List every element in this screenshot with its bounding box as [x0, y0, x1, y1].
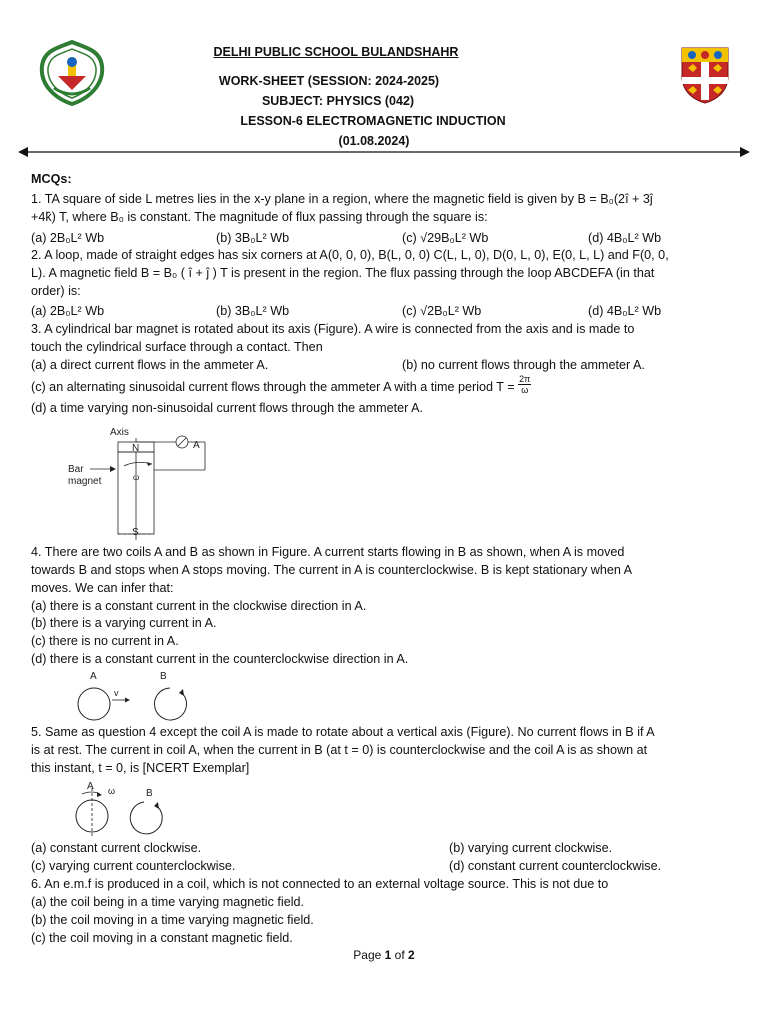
q5-option-b: (b) varying current clockwise. — [449, 841, 613, 855]
q5-option-c: (c) varying current counterclockwise. — [31, 859, 236, 873]
subject-title: SUBJECT: PHYSICS (042) — [261, 94, 415, 108]
fig3-north-label: N — [132, 443, 140, 454]
q4-line1: 4. There are two coils A and B as shown in Figure. A current starts flowing in B as shown, when A is moved — [31, 545, 625, 559]
fig5-b-label: B — [146, 788, 153, 799]
q4-option-d: (d) there is a constant current in the counterclockwise direction in A. — [31, 652, 409, 666]
footer-of-word: of — [394, 948, 405, 962]
q2-option-a: (a) 2B₀L² Wb — [31, 304, 105, 318]
q5-line2: is at rest. The current in coil A, when the current in B (at t = 0) is counterclockwise and the coil A is as shown at — [31, 743, 648, 757]
fig3-bar-label: Bar — [68, 464, 84, 475]
section-title: MCQs: — [31, 172, 72, 186]
date: (01.08.2024) — [338, 134, 410, 148]
q3-bar-magnet-figure — [60, 422, 220, 542]
q3-line1: 3. A cylindrical bar magnet is rotated about its axis (Figure). A wire is connected from the axis and is made to — [31, 322, 635, 336]
q3-option-a: (a) a direct current flows in the ammeter A. — [31, 358, 269, 372]
q1-line2: +4k̂) T, where B₀ is constant. The magnitude of flux passing through the square is: — [31, 210, 488, 224]
footer-total-pages: 2 — [408, 948, 415, 962]
q1-line1: 1. TA square of side L metres lies in the x-y plane in a region, where the magnetic field is given by B = B₀(2î + 3ĵ — [31, 192, 653, 206]
lesson-title: LESSON-6 ELECTROMAGNETIC INDUCTION — [240, 114, 506, 128]
q4-option-c: (c) there is no current in A. — [31, 634, 179, 648]
q1-option-b: (b) 3B₀L² Wb — [216, 231, 290, 245]
q2-line1: 2. A loop, made of straight edges has six corners at A(0, 0, 0), B(L, 0, 0) C(L, L, 0), D(0, L, 0), E(0, L, L) and F(0, 0, — [31, 248, 669, 262]
q4-line3: moves. We can infer that: — [31, 581, 174, 595]
q3-option-b: (b) no current flows through the ammeter A. — [402, 358, 645, 372]
fig4-v-label: v — [114, 688, 119, 698]
q2-option-d: (d) 4B₀L² Wb — [588, 304, 662, 318]
fig3-omega-label: ω — [133, 473, 140, 482]
q3-fraction-num: 2π — [519, 374, 531, 384]
fig3-ammeter-label: A — [193, 440, 200, 451]
q5-option-d: (d) constant current counterclockwise. — [449, 859, 662, 873]
page-footer — [0, 948, 768, 962]
fig3-magnet-label: magnet — [68, 476, 102, 487]
footer-current-page: 1 — [384, 948, 392, 962]
q3-option-d: (d) a time varying non-sinusoidal current flows through the ammeter A. — [31, 401, 423, 415]
q4-line2: towards B and stops when A stops moving. The current in A is counterclockwise. B is kept stationary when A — [31, 563, 633, 577]
q6-line1: 6. An e.m.f is produced in a coil, which is not connected to an external voltage source. This is not due to — [31, 877, 609, 891]
q3-fraction — [518, 374, 531, 395]
q2-option-c: (c) √2B₀L² Wb — [402, 304, 482, 318]
fig4-a-label: A — [90, 671, 97, 682]
fig5-omega-label: ω — [108, 786, 116, 796]
fig4-b-label: B — [160, 671, 167, 682]
q6-option-a: (a) the coil being in a time varying magnetic field. — [31, 895, 304, 909]
q6-option-b: (b) the coil moving in a time varying magnetic field. — [31, 913, 314, 927]
worksheet-title: WORK-SHEET (SESSION: 2024-2025) — [218, 74, 440, 88]
q5-line1: 5. Same as question 4 except the coil A is made to rotate about a vertical axis (Figure). No current flows in B if A — [31, 725, 655, 739]
q4-coils-figure — [66, 668, 196, 724]
q4-option-a: (a) there is a constant current in the clockwise direction in A. — [31, 599, 367, 613]
q1-option-a: (a) 2B₀L² Wb — [31, 231, 105, 245]
q3-line2: touch the cylindrical surface through a contact. Then — [31, 340, 323, 354]
header-divider — [18, 146, 750, 158]
q3-option-c — [31, 374, 531, 398]
q2-option-b: (b) 3B₀L² Wb — [216, 304, 290, 318]
fig5-a-label: A — [87, 781, 94, 792]
q5-line3: this instant, t = 0, is [NCERT Exemplar] — [31, 761, 250, 775]
q3-option-c-text: (c) an alternating sinusoidal current flows through the ammeter A with a time period T = — [31, 379, 519, 394]
fig3-south-label: S — [132, 527, 139, 538]
q5-option-a: (a) constant current clockwise. — [31, 841, 202, 855]
q1-option-d: (d) 4B₀L² Wb — [588, 231, 662, 245]
q2-line3: order) is: — [31, 284, 81, 298]
school-name: DELHI PUBLIC SCHOOL BULANDSHAHR — [213, 45, 459, 59]
q1-option-c: (c) √29B₀L² Wb — [402, 231, 489, 245]
q4-option-b: (b) there is a varying current in A. — [31, 616, 217, 630]
q6-option-c: (c) the coil moving in a constant magnetic field. — [31, 931, 293, 945]
q2-line2: L). A magnetic field B = B₀ ( î + ĵ ) T is present in the region. The flux passing through the loop ABCDEFA (in that — [31, 266, 655, 280]
fig3-axis-label: Axis — [110, 427, 129, 438]
footer-page-word: Page — [353, 948, 382, 962]
q3-fraction-den: ω — [521, 385, 529, 395]
q5-rotating-coil-figure — [66, 778, 176, 838]
